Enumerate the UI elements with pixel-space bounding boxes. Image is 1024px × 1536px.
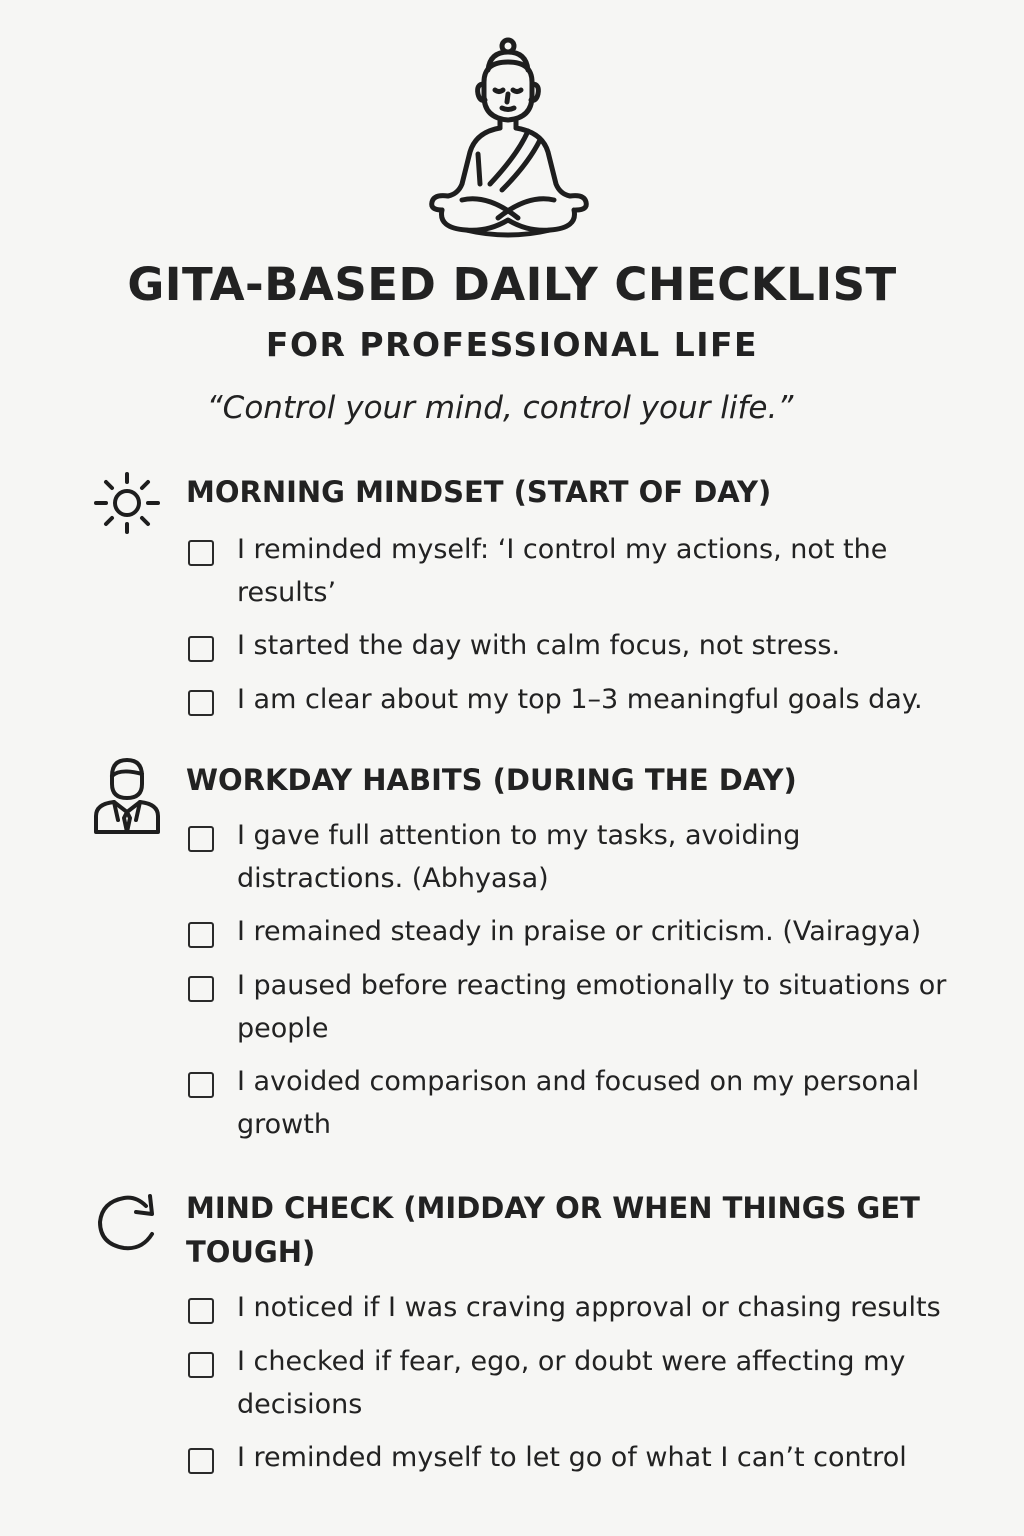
refresh-arrow-icon xyxy=(94,1190,164,1254)
checkbox[interactable] xyxy=(188,540,214,566)
checklist-item-text: I gave full attention to my tasks, avoiding distractions. (Abhyasa) xyxy=(237,820,801,894)
checkbox[interactable] xyxy=(188,690,214,716)
checklist-item-text: I reminded myself: ‘I control my actions, not the results’ xyxy=(237,534,888,608)
section-heading-mind-check: MIND CHECK (MIDDAY OR WHEN THINGS GET TOUGH) xyxy=(186,1191,920,1269)
section-heading-morning-mindset: MORNING MINDSET (START OF DAY) xyxy=(186,475,772,509)
checklist-item-text: I noticed if I was craving approval or chasing results xyxy=(237,1292,941,1323)
checkbox[interactable] xyxy=(188,976,214,1002)
checklist-item-text: I remained steady in praise or criticism. (Vairagya) xyxy=(237,916,922,947)
checkbox[interactable] xyxy=(188,636,214,662)
page-title: GITA-BASED DAILY CHECKLIST xyxy=(127,258,897,311)
checkbox[interactable] xyxy=(188,1298,214,1324)
meditating-figure-icon xyxy=(418,34,598,240)
section-heading-workday-habits: WORKDAY HABITS (DURING THE DAY) xyxy=(186,763,797,797)
checklist-item-text: I paused before reacting emotionally to situations or people xyxy=(237,970,947,1044)
sun-icon xyxy=(92,468,162,538)
quote: “Control your mind, control your life.” xyxy=(206,390,794,426)
checklist-item-text: I avoided comparison and focused on my personal growth xyxy=(237,1066,920,1140)
page-subtitle: FOR PROFESSIONAL LIFE xyxy=(265,325,759,364)
checkbox[interactable] xyxy=(188,826,214,852)
checklist-item-text: I started the day with calm focus, not stress. xyxy=(237,630,841,661)
checklist-item-text: I checked if fear, ego, or doubt were affecting my decisions xyxy=(237,1346,906,1420)
checkbox[interactable] xyxy=(188,1448,214,1474)
checklist-item-text: I am clear about my top 1–3 meaningful goals day. xyxy=(237,684,923,715)
checklist-item-text: I reminded myself to let go of what I can’t control xyxy=(237,1442,907,1473)
professional-person-icon xyxy=(90,754,164,836)
checkbox[interactable] xyxy=(188,1352,214,1378)
checkbox[interactable] xyxy=(188,1072,214,1098)
checkbox[interactable] xyxy=(188,922,214,948)
